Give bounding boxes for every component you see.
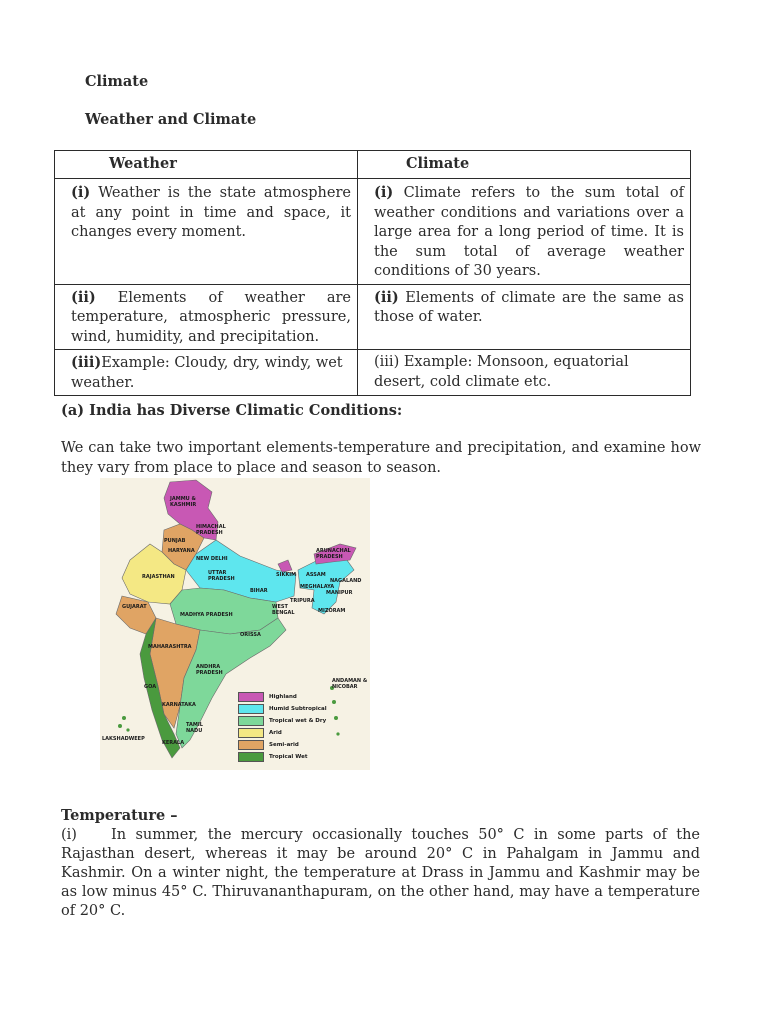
legend-label: Tropical wet & Dry <box>269 718 327 724</box>
legend-label: Arid <box>269 730 282 736</box>
paragraph-text: In summer, the mercury occasionally touches 50° C in some parts of the Rajasthan desert, whereas it may be around 20° C in Pahalgam in Jammu and Kashmir. On a winter night, the temperature at Drass in Jammu and Kashmir may be as low minus 45° C. Thiruvananthapuram, on the other hand, may have a temperature of 20° C. <box>61 827 700 919</box>
row-label: (i) <box>71 184 91 201</box>
map-label: UTTAR PRADESH <box>208 570 235 582</box>
india-climate-map <box>100 478 370 770</box>
legend-item <box>238 728 327 738</box>
cell-text: Climate refers to the sum total of weather conditions and variations over a large area for a long period of time. It is the sum total of average weather conditions of 30 years. <box>374 185 684 279</box>
map-legend <box>238 692 327 764</box>
map-label: JAMMU & KASHMIR <box>170 496 197 508</box>
map-label: MEGHALAYA <box>300 584 335 590</box>
map-label: KARNATAKA <box>162 702 196 708</box>
legend-item <box>238 716 327 726</box>
climate-cell <box>358 350 691 396</box>
weather-cell <box>55 350 358 396</box>
map-label: ANDAMAN & NICOBAR <box>332 678 368 690</box>
legend-swatch <box>238 740 264 750</box>
weather-cell <box>55 179 358 285</box>
legend-swatch <box>238 704 264 714</box>
map-label: GOA <box>144 684 157 690</box>
map-label: PUNJAB <box>164 538 186 544</box>
temperature-heading: Temperature – <box>61 807 178 824</box>
map-label: HARYANA <box>168 548 195 554</box>
map-label: TRIPURA <box>290 598 315 604</box>
map-label: TAMIL NADU <box>186 722 203 734</box>
page-title: Climate <box>85 73 149 90</box>
row-label: (ii) <box>374 288 399 306</box>
table-row <box>55 179 691 285</box>
table-row <box>55 284 691 350</box>
legend-item <box>238 740 327 750</box>
cell-text: Elements of climate are the same as those of water. <box>374 289 684 325</box>
map-label: SIKKIM <box>276 572 297 578</box>
legend-item <box>238 752 327 762</box>
map-label: MANIPUR <box>326 590 353 596</box>
climate-cell <box>358 284 691 350</box>
legend-swatch <box>238 728 264 738</box>
map-label: KERALA <box>162 740 185 746</box>
cell-text: Elements of weather are temperature, atmospheric pressure, wind, humidity, and precipitation. <box>71 289 351 345</box>
legend-item <box>238 704 327 714</box>
cell-text: (iii) Example: Monsoon, equatorial desert, cold climate etc. <box>374 354 629 390</box>
column-header-climate: Climate <box>358 151 691 179</box>
legend-label: Humid Subtropical <box>269 706 327 712</box>
map-label: MIZORAM <box>318 608 346 614</box>
weather-cell <box>55 284 358 350</box>
map-label: BIHAR <box>250 588 268 594</box>
intro-paragraph: We can take two important elements-temperature and precipitation, and examine how they vary from place to place and season to season. <box>61 440 701 476</box>
map-label: RAJASTHAN <box>142 574 175 580</box>
map-label: ORISSA <box>240 632 261 638</box>
map-svg <box>100 478 370 770</box>
section-heading-diverse-climate: (a) India has Diverse Climatic Conditions: <box>61 402 403 419</box>
legend-label: Highland <box>269 694 297 700</box>
map-label: ARUNACHAL PRADESH <box>316 548 351 560</box>
section-heading-weather-climate: Weather and Climate <box>85 111 257 128</box>
list-number: (i) <box>61 827 77 843</box>
cell-text: Example: Cloudy, dry, windy, wet weather. <box>71 355 343 391</box>
legend-label: Tropical Wet <box>269 754 308 760</box>
table-row <box>55 350 691 396</box>
cell-text: Weather is the state atmosphere at any point in time and space, it changes every moment. <box>71 185 351 240</box>
legend-label: Semi-arid <box>269 742 299 748</box>
map-label: GUJARAT <box>122 604 147 610</box>
map-label: MADHYA PRADESH <box>180 612 233 618</box>
legend-item <box>238 692 327 702</box>
map-label: NAGALAND <box>330 578 362 584</box>
map-label: NEW DELHI <box>196 556 228 562</box>
column-header-weather: Weather <box>55 151 358 179</box>
weather-climate-table <box>54 150 691 396</box>
legend-swatch <box>238 716 264 726</box>
row-label: (ii) <box>71 288 96 306</box>
row-label: (i) <box>374 184 394 201</box>
climate-cell <box>358 179 691 285</box>
map-label: LAKSHADWEEP <box>102 736 145 742</box>
map-label: ASSAM <box>306 572 326 578</box>
map-label: WEST BENGAL <box>272 604 295 616</box>
map-label: MAHARASHTRA <box>148 644 192 650</box>
legend-swatch <box>238 692 264 702</box>
legend-swatch <box>238 752 264 762</box>
map-label: HIMACHAL PRADESH <box>196 524 226 536</box>
row-label: (iii) <box>71 354 102 371</box>
map-label: ANDHRA PRADESH <box>196 664 223 676</box>
temperature-paragraph <box>61 826 700 921</box>
table-header-row <box>55 151 691 179</box>
